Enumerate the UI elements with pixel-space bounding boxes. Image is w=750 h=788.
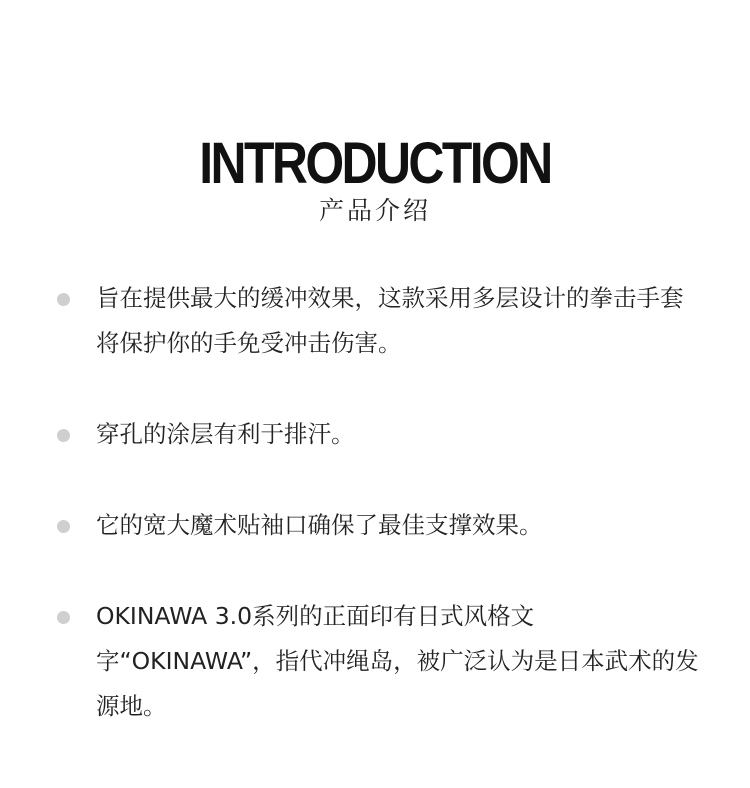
bullet-dot-icon [57, 611, 70, 624]
bullet-dot-icon [57, 429, 70, 442]
feature-text: 它的宽大魔术贴袖口确保了最佳支撑效果。 [96, 511, 543, 539]
feature-text: OKINAWA 3.0系列的正面印有日式风格文字“OKINAWA”，指代冲绳岛，被广泛认为是日本武术的发源地。 [96, 602, 699, 720]
feature-text: 旨在提供最大的缓冲效果，这款采用多层设计的拳击手套将保护你的手免受冲击伤害。 [96, 284, 684, 357]
bullet-dot-icon [57, 520, 70, 533]
heading-title-en: INTRODUCTION [199, 131, 551, 196]
feature-text: 穿孔的涂层有利于排汗。 [96, 420, 355, 448]
feature-item [96, 276, 706, 366]
feature-item [96, 594, 706, 729]
feature-item [96, 503, 706, 548]
section-heading [0, 131, 750, 226]
heading-title-cn: 产品介绍 [318, 196, 431, 225]
bullet-dot-icon [57, 293, 70, 306]
feature-item [96, 412, 706, 457]
